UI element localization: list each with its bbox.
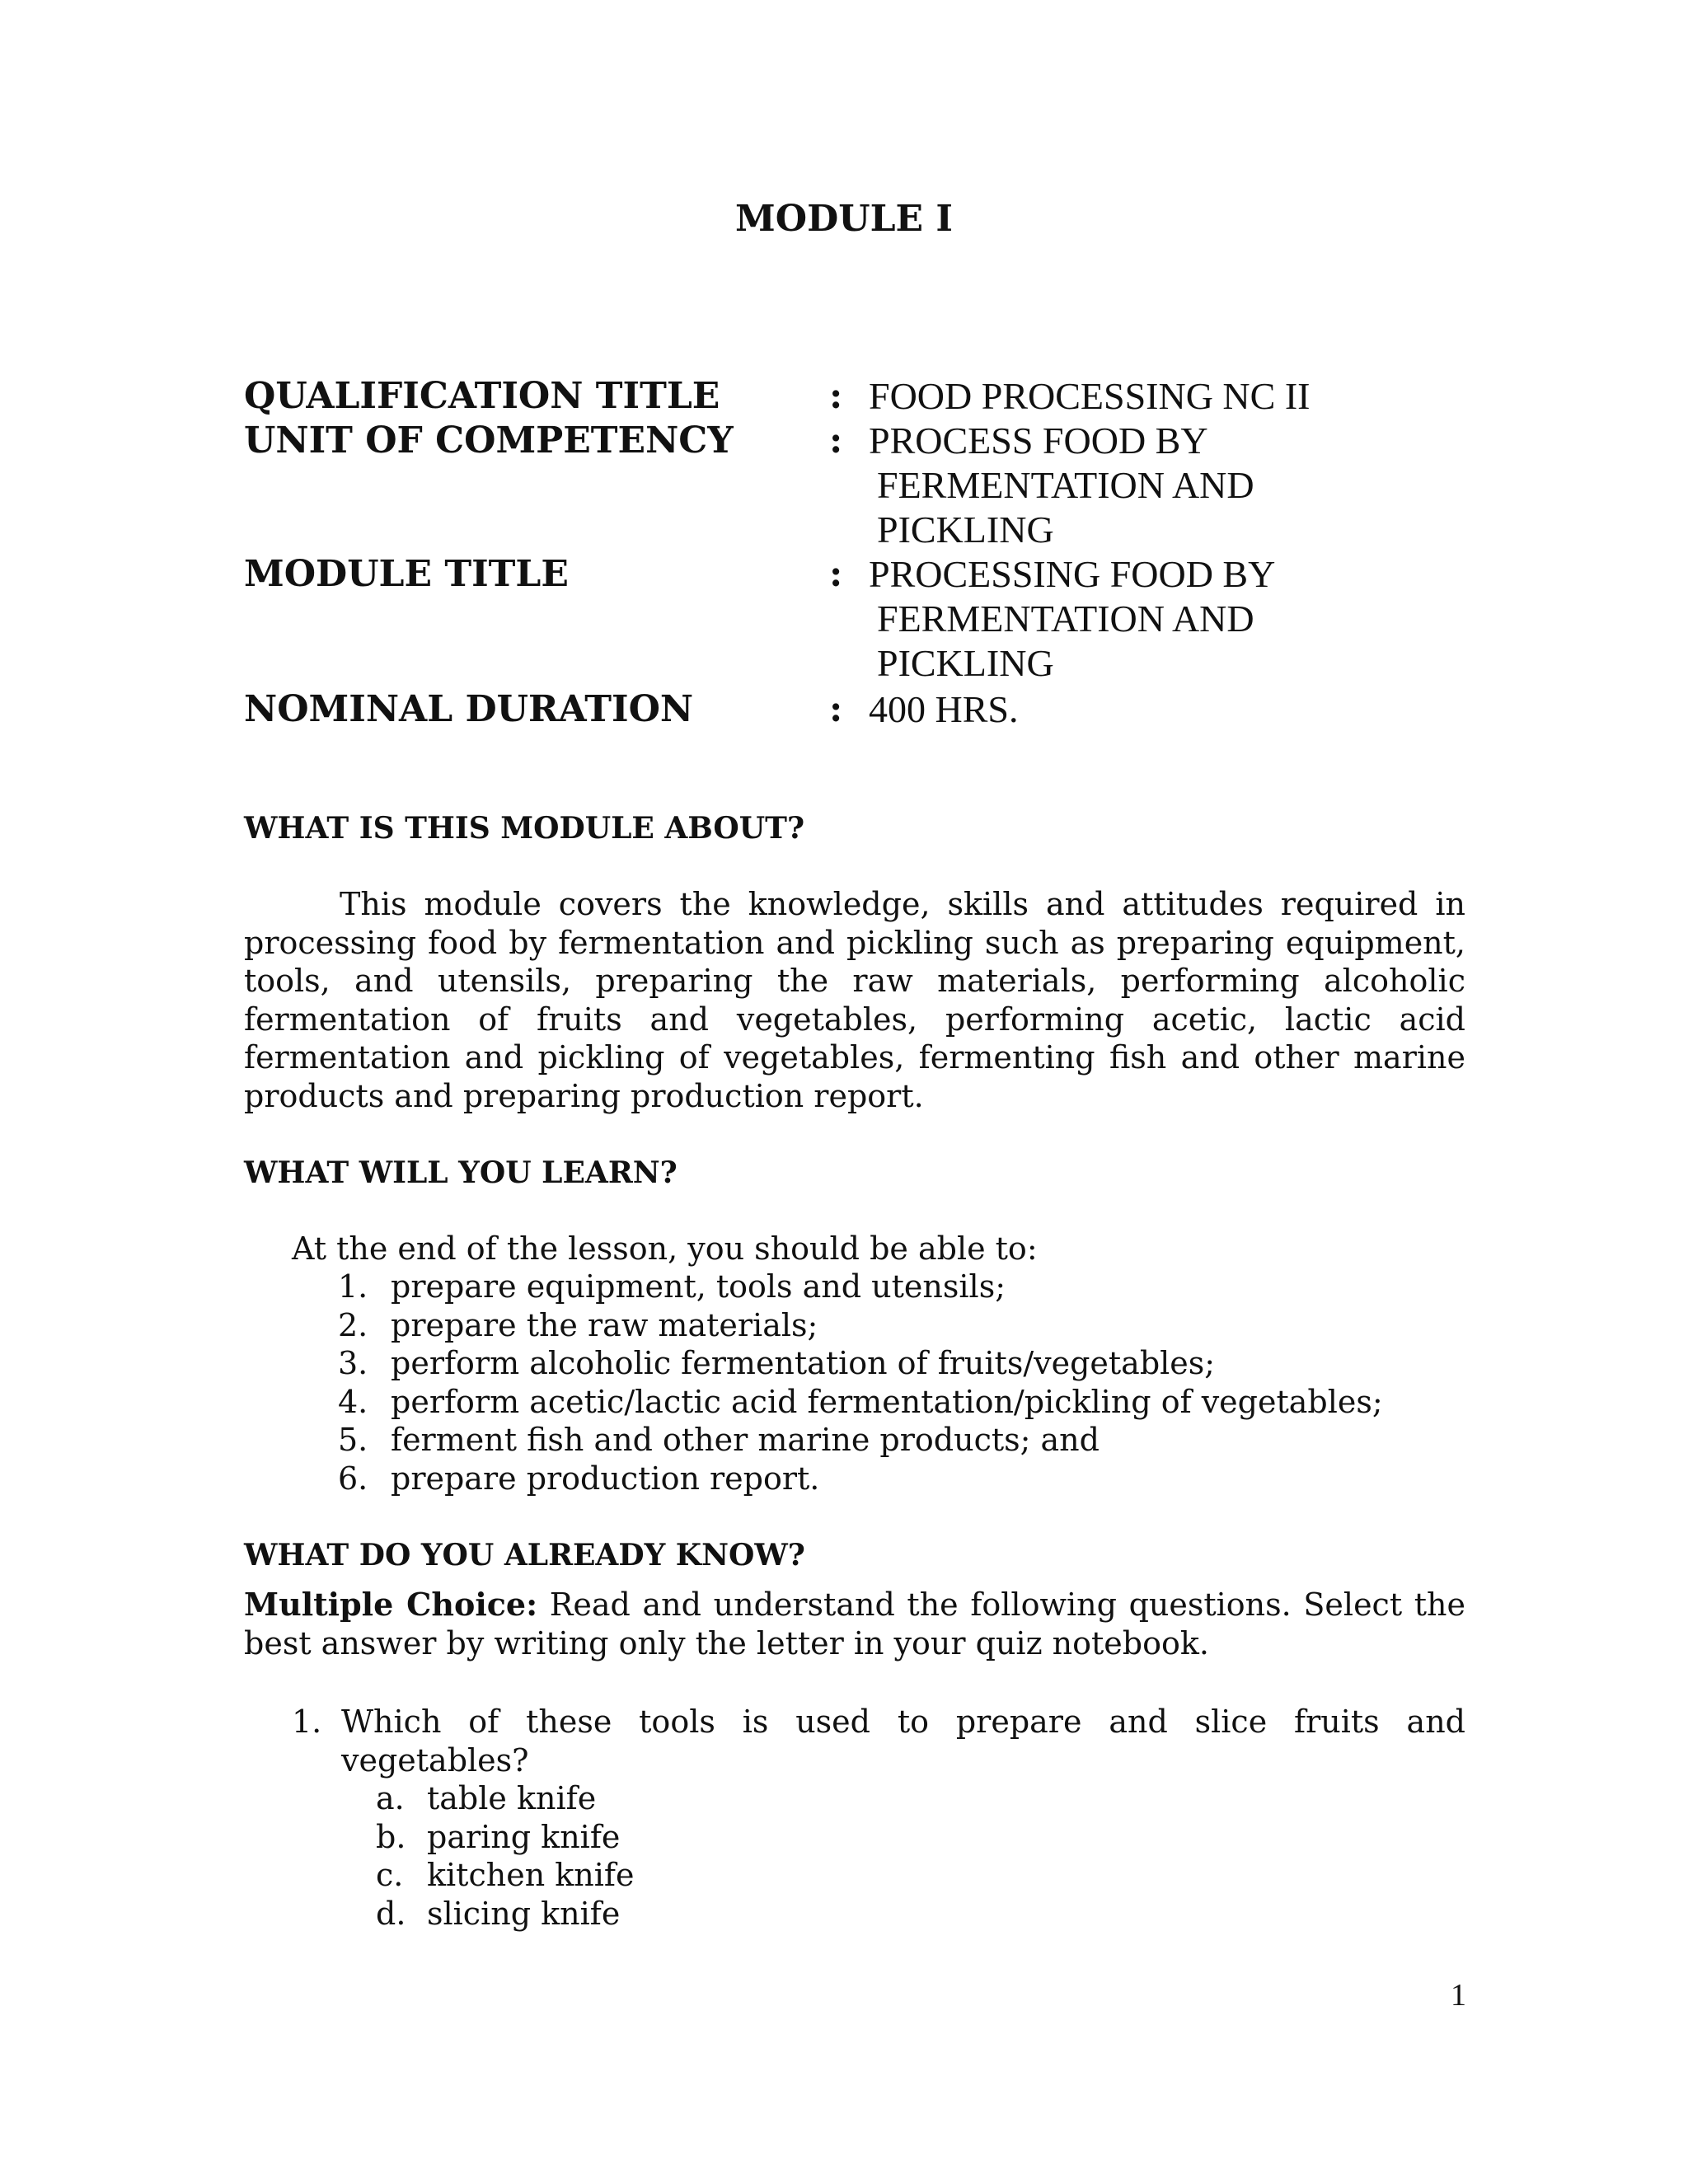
question-text [341,1703,1465,1779]
answer-choice [376,1779,634,1818]
question-number: 1. [292,1704,322,1740]
unit-of-competency-value-line: PICKLING [877,509,1054,551]
unit-of-competency-label: UNIT OF COMPETENCY [244,419,734,462]
list-item-text: prepare equipment, tools and utensils; [391,1268,1006,1305]
learn-list-item [338,1306,1383,1345]
choice-text: table knife [427,1780,597,1816]
learn-list-item [338,1344,1383,1383]
learn-list [338,1268,1383,1497]
choice-text: paring knife [427,1818,621,1855]
nominal-duration-value-line: 400 HRS. [869,688,1019,730]
unit-of-competency-colon: : [829,419,843,462]
qualification-title-colon: : [829,375,843,417]
module-title: MODULE I [735,198,953,240]
answer-choice [376,1856,634,1895]
nominal-duration-colon: : [829,688,843,730]
choice-letter: c. [376,1857,404,1893]
unit-of-competency-value [869,419,1254,552]
module-title-label: MODULE TITLE [244,553,569,595]
module-title-value [869,552,1275,686]
qualification-title-value [869,374,1310,419]
unit-of-competency-value-line: PROCESS FOOD BY [869,419,1208,462]
unit-of-competency-value-line: FERMENTATION AND [877,464,1254,506]
learn-list-item [338,1383,1383,1422]
learn-heading: WHAT WILL YOU LEARN? [244,1155,678,1190]
instruction-label: Multiple Choice: [244,1586,538,1623]
answer-choice [376,1895,634,1933]
list-number: 4. [338,1383,368,1420]
learn-list-item [338,1421,1383,1460]
about-text: This module covers the knowledge, skills and attitudes required in processing food by fermentation and pickling such as preparing equipment, tools, and utensils, preparing the raw materials, performing alcoholic fermentation of fruits and vegetables, performing acetic, lactic acid fermentation and pickling of vegetables, fermenting fish and other marine products and preparing production report. [244,886,1465,1114]
list-number: 3. [338,1345,368,1381]
nominal-duration-value [869,687,1018,732]
learn-list-item [338,1460,1383,1498]
qualification-title-value-line: FOOD PROCESSING NC II [869,375,1311,417]
answer-choice [376,1818,634,1857]
list-item-text: ferment fish and other marine products; and [391,1422,1100,1458]
choice-text: kitchen knife [427,1857,635,1893]
about-heading: WHAT IS THIS MODULE ABOUT? [244,811,805,846]
list-item-text: prepare the raw materials; [391,1306,818,1343]
multiple-choice-instruction [244,1586,1465,1662]
choice-letter: a. [376,1780,405,1816]
module-title-colon: : [829,553,843,595]
page-number: 1 [1451,1978,1466,2013]
know-heading: WHAT DO YOU ALREADY KNOW? [244,1538,805,1572]
instruction-text: Read and understand the following questions. Select the best answer by writing only the letter in your quiz notebook. [244,1586,1465,1661]
module-title-value-line: PICKLING [877,642,1054,684]
list-item-text: perform acetic/lactic acid fermentation/pickling of vegetables; [391,1383,1383,1420]
question-text-line: vegetables? [341,1741,529,1779]
answer-choices [376,1779,634,1933]
learn-intro: At the end of the lesson, you should be able to: [292,1230,1038,1267]
question-text-line: Which of these tools is used to prepare and slice fruits and [341,1704,1465,1740]
about-paragraph [244,885,1465,1115]
nominal-duration-label: NOMINAL DURATION [244,688,694,730]
choice-letter: b. [376,1818,406,1855]
choice-text: slicing knife [427,1895,621,1932]
list-number: 6. [338,1460,368,1497]
list-number: 2. [338,1306,368,1343]
qualification-title-label: QUALIFICATION TITLE [244,375,720,417]
choice-letter: d. [376,1895,406,1932]
list-number: 5. [338,1422,368,1458]
learn-list-item [338,1268,1383,1306]
module-title-value-line: PROCESSING FOOD BY [869,553,1276,595]
module-title-value-line: FERMENTATION AND [877,598,1254,640]
list-item-text: prepare production report. [391,1460,820,1497]
list-number: 1. [338,1268,368,1305]
list-item-text: perform alcoholic fermentation of fruits/vegetables; [391,1345,1216,1381]
